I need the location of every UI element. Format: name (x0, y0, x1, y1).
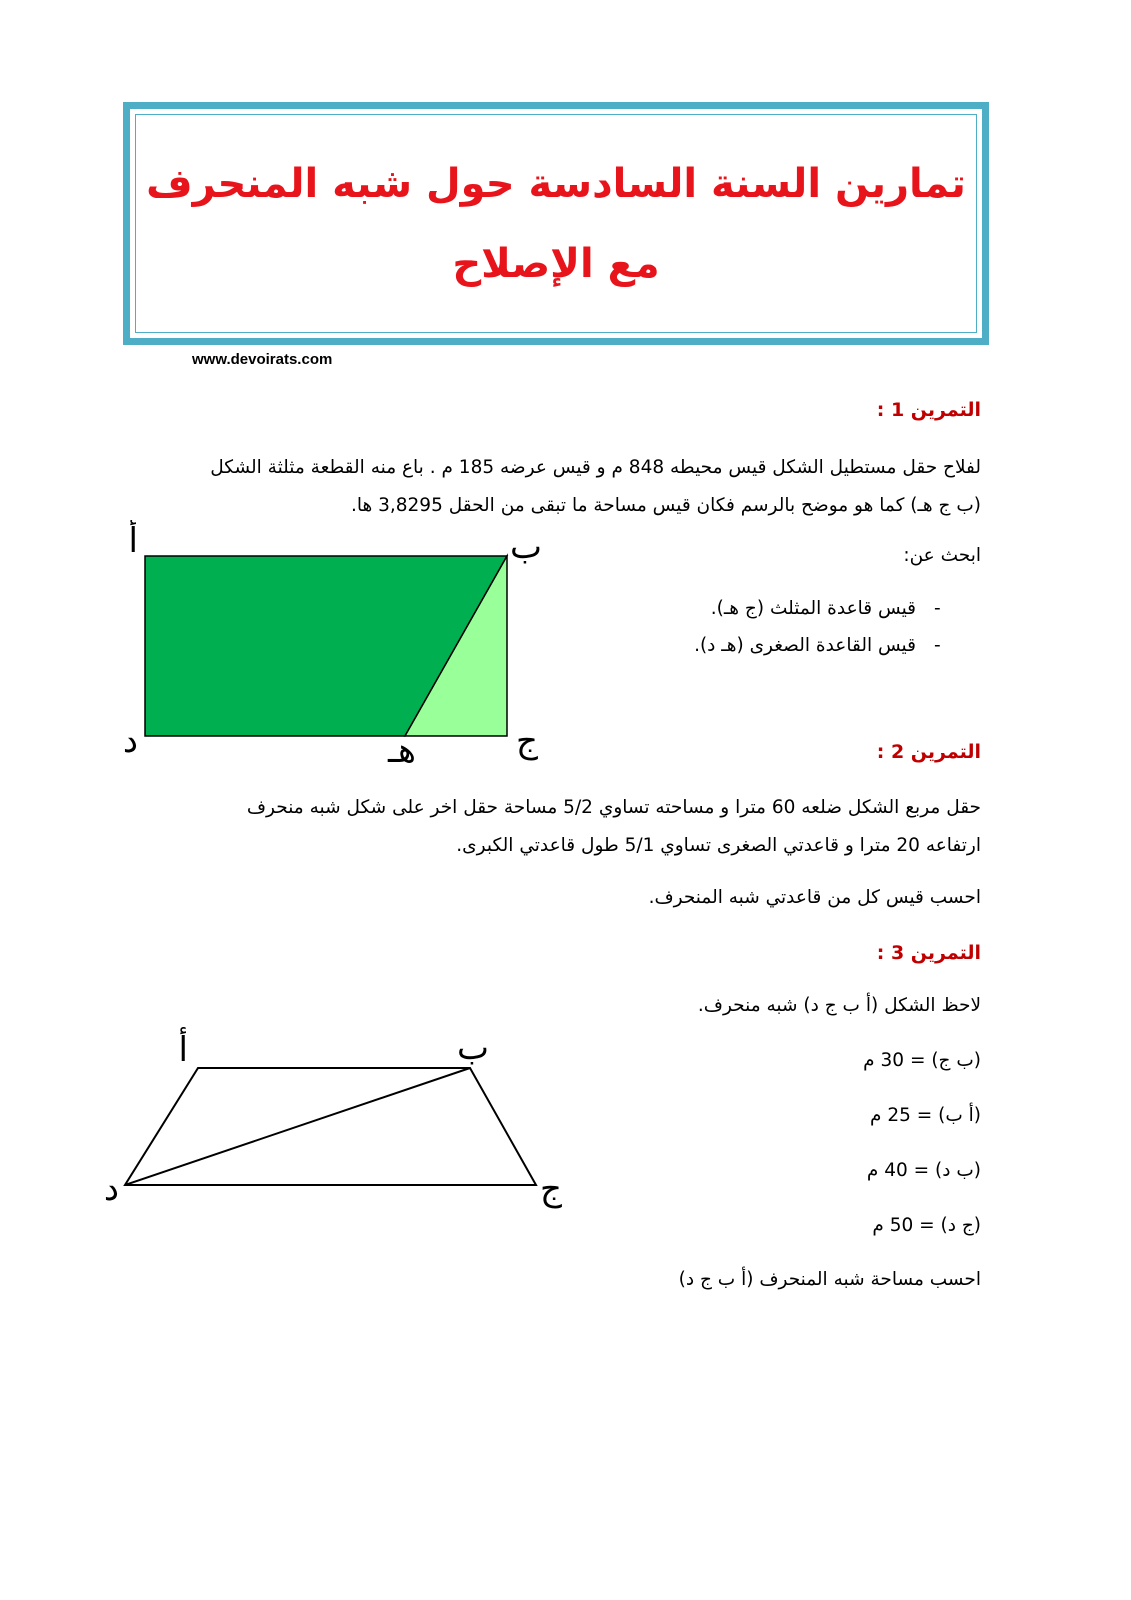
exercise1-find-label: ابحث عن: (903, 545, 981, 566)
trapezoid-shape (125, 1068, 536, 1185)
vertex-label-j: ج (540, 1169, 562, 1209)
diagonal-bd (125, 1068, 470, 1185)
exercise1-heading: التمرين 1 : (876, 399, 981, 421)
exercise1-line1: لفلاح حقل مستطيل الشكل قيس محيطه 848 م و قيس عرضه 185 م . باع منه القطعة مثلثة الشكل (210, 457, 981, 478)
bullet-dash: - (934, 635, 941, 656)
exercise2-question: احسب قيس كل من قاعدتي شبه المنحرف. (648, 887, 981, 908)
title-inner (135, 114, 977, 333)
bullet-dash: - (934, 598, 941, 619)
rectangle-figure (110, 520, 560, 770)
exercise3-intro: لاحظ الشكل (أ ب ج د) شبه منحرف. (697, 995, 981, 1016)
exercise1-item-2: قيس القاعدة الصغرى (هـ د). (694, 635, 916, 656)
exercise1-text (210, 449, 981, 525)
exercise2-heading: التمرين 2 : (876, 741, 981, 763)
exercise1-line2: (ب ج هـ) كما هو موضح بالرسم فكان قيس مساحة ما تبقى من الحقل 3,8295 ها. (350, 495, 981, 516)
vertex-label-b: ب (457, 1028, 490, 1068)
exercise2-text (247, 789, 981, 865)
trapezoid-figure (95, 1015, 585, 1220)
exercise1-item-1: قيس قاعدة المثلث (ج هـ). (710, 598, 916, 619)
title-box (123, 102, 989, 345)
vertex-label-h: هـ (388, 731, 416, 770)
website-link[interactable]: www.devoirats.com (192, 351, 333, 368)
vertex-label-d: د (103, 1169, 119, 1209)
measure-ab: (أ ب) = 25 م (869, 1105, 981, 1126)
measure-bj: (ب ج) = 30 م (863, 1050, 981, 1071)
page-title: تمارين السنة السادسة حول شبه المنحرف (146, 160, 966, 207)
vertex-label-a: أ (128, 521, 138, 561)
exercise3-heading: التمرين 3 : (876, 942, 981, 964)
vertex-label-a: أ (178, 1030, 188, 1070)
page-subtitle: مع الإصلاح (452, 240, 660, 287)
measure-jd: (ج د) = 50 م (872, 1215, 981, 1236)
exercise3-question: احسب مساحة شبه المنحرف (أ ب ج د) (678, 1269, 981, 1290)
vertex-label-j: ج (516, 721, 538, 761)
vertex-label-b: ب (510, 527, 543, 567)
exercise2-line2: ارتفاعه 20 مترا و قاعدتي الصغرى تساوي 5/1 طول قاعدتي الكبرى. (456, 835, 981, 856)
vertex-label-d: د (122, 721, 138, 761)
exercise2-line1: حقل مربع الشكل ضلعه 60 مترا و مساحته تساوي 5/2 مساحة حقل اخر على شكل شبه منحرف (246, 797, 981, 818)
measure-bd: (ب د) = 40 م (866, 1160, 981, 1181)
